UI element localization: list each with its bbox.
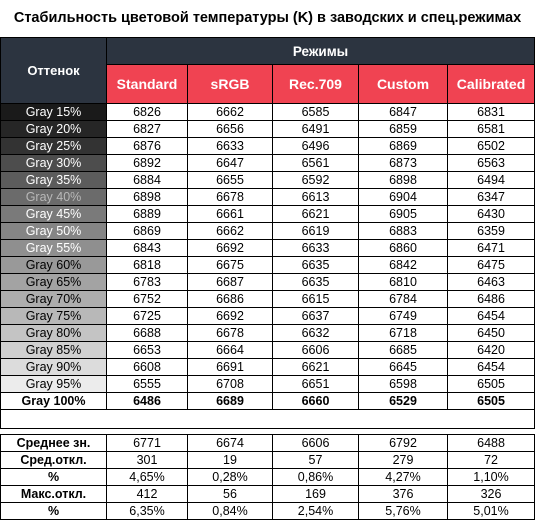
modes-header: Режимы (107, 38, 535, 65)
value-cell: 6660 (273, 393, 359, 410)
gray-level-label: Gray 75% (1, 308, 107, 325)
value-cell: 6637 (273, 308, 359, 325)
mode-header-srgb: sRGB (188, 65, 273, 104)
value-cell: 6655 (188, 172, 273, 189)
gray-level-label: Gray 15% (1, 104, 107, 121)
gray-level-label: Gray 45% (1, 206, 107, 223)
gray-level-label: Gray 95% (1, 376, 107, 393)
stat-value-cell: 57 (273, 452, 359, 469)
value-cell: 6494 (448, 172, 535, 189)
value-cell: 6632 (273, 325, 359, 342)
stat-label: Среднее зн. (1, 435, 107, 452)
value-cell: 6692 (188, 240, 273, 257)
value-cell: 6561 (273, 155, 359, 172)
value-cell: 6619 (273, 223, 359, 240)
value-cell: 6873 (359, 155, 448, 172)
value-cell: 6687 (188, 274, 273, 291)
value-cell: 6826 (107, 104, 188, 121)
value-cell: 6860 (359, 240, 448, 257)
value-cell: 6859 (359, 121, 448, 138)
spacer-row (1, 410, 535, 429)
value-cell: 6831 (448, 104, 535, 121)
value-cell: 6645 (359, 359, 448, 376)
table-row (1, 121, 535, 138)
value-cell: 6784 (359, 291, 448, 308)
value-cell: 6347 (448, 189, 535, 206)
table-row (1, 138, 535, 155)
gray-level-label: Gray 90% (1, 359, 107, 376)
value-cell: 6692 (188, 308, 273, 325)
value-cell: 6505 (448, 376, 535, 393)
value-cell: 6725 (107, 308, 188, 325)
value-cell: 6529 (359, 393, 448, 410)
stat-value-cell: 4,65% (107, 469, 188, 486)
value-cell: 6810 (359, 274, 448, 291)
value-cell: 6691 (188, 359, 273, 376)
stat-value-cell: 326 (448, 486, 535, 503)
value-cell: 6688 (107, 325, 188, 342)
gray-level-label: Gray 50% (1, 223, 107, 240)
value-cell: 6749 (359, 308, 448, 325)
value-cell: 6471 (448, 240, 535, 257)
value-cell: 6430 (448, 206, 535, 223)
stat-value-cell: 376 (359, 486, 448, 503)
table-row (1, 155, 535, 172)
value-cell: 6454 (448, 359, 535, 376)
value-cell: 6585 (273, 104, 359, 121)
stats-row (1, 469, 535, 486)
value-cell: 6661 (188, 206, 273, 223)
stat-value-cell: 0,28% (188, 469, 273, 486)
table-row (1, 291, 535, 308)
stat-value-cell: 6674 (188, 435, 273, 452)
value-cell: 6486 (448, 291, 535, 308)
mode-header-standard: Standard (107, 65, 188, 104)
table-row (1, 376, 535, 393)
value-cell: 6502 (448, 138, 535, 155)
gray-level-label: Gray 55% (1, 240, 107, 257)
stats-row (1, 503, 535, 520)
value-cell: 6581 (448, 121, 535, 138)
value-cell: 6463 (448, 274, 535, 291)
stat-value-cell: 0,84% (188, 503, 273, 520)
value-cell: 6883 (359, 223, 448, 240)
value-cell: 6889 (107, 206, 188, 223)
value-cell: 6843 (107, 240, 188, 257)
table-row (1, 257, 535, 274)
table-row (1, 104, 535, 121)
value-cell: 6486 (107, 393, 188, 410)
stats-row (1, 452, 535, 469)
stats-row (1, 435, 535, 452)
table-row (1, 189, 535, 206)
stat-value-cell: 6606 (273, 435, 359, 452)
value-cell: 6847 (359, 104, 448, 121)
value-cell: 6475 (448, 257, 535, 274)
gray-level-label: Gray 35% (1, 172, 107, 189)
gray-level-label: Gray 25% (1, 138, 107, 155)
value-cell: 6686 (188, 291, 273, 308)
stat-value-cell: 6488 (448, 435, 535, 452)
value-cell: 6621 (273, 359, 359, 376)
stat-value-cell: 19 (188, 452, 273, 469)
stat-value-cell: 6792 (359, 435, 448, 452)
value-cell: 6656 (188, 121, 273, 138)
value-cell: 6662 (188, 223, 273, 240)
value-cell: 6653 (107, 342, 188, 359)
value-cell: 6869 (107, 223, 188, 240)
value-cell: 6635 (273, 274, 359, 291)
stats-row (1, 486, 535, 503)
value-cell: 6613 (273, 189, 359, 206)
stat-label: % (1, 469, 107, 486)
color-temp-table (0, 37, 535, 520)
value-cell: 6606 (273, 342, 359, 359)
value-cell: 6904 (359, 189, 448, 206)
stat-label: Макс.откл. (1, 486, 107, 503)
stat-value-cell: 169 (273, 486, 359, 503)
table-row (1, 308, 535, 325)
stat-value-cell: 5,76% (359, 503, 448, 520)
table-row (1, 359, 535, 376)
value-cell: 6708 (188, 376, 273, 393)
table-row (1, 223, 535, 240)
value-cell: 6842 (359, 257, 448, 274)
table-row (1, 342, 535, 359)
stat-label: % (1, 503, 107, 520)
value-cell: 6678 (188, 189, 273, 206)
value-cell: 6675 (188, 257, 273, 274)
value-cell: 6450 (448, 325, 535, 342)
gray-level-label: Gray 70% (1, 291, 107, 308)
value-cell: 6685 (359, 342, 448, 359)
gray-level-label: Gray 100% (1, 393, 107, 410)
value-cell: 6884 (107, 172, 188, 189)
gray-level-label: Gray 65% (1, 274, 107, 291)
stat-value-cell: 1,10% (448, 469, 535, 486)
stat-value-cell: 301 (107, 452, 188, 469)
value-cell: 6898 (107, 189, 188, 206)
value-cell: 6359 (448, 223, 535, 240)
gray-level-label: Gray 30% (1, 155, 107, 172)
stat-value-cell: 412 (107, 486, 188, 503)
mode-header-custom: Custom (359, 65, 448, 104)
spacer-cell (1, 410, 535, 429)
table-row (1, 240, 535, 257)
value-cell: 6783 (107, 274, 188, 291)
value-cell: 6598 (359, 376, 448, 393)
shade-column-header: Оттенок (1, 38, 107, 104)
value-cell: 6876 (107, 138, 188, 155)
value-cell: 6818 (107, 257, 188, 274)
stat-label: Сред.откл. (1, 452, 107, 469)
value-cell: 6662 (188, 104, 273, 121)
value-cell: 6615 (273, 291, 359, 308)
stat-value-cell: 6771 (107, 435, 188, 452)
stat-value-cell: 0,86% (273, 469, 359, 486)
table-row (1, 393, 535, 410)
stat-value-cell: 2,54% (273, 503, 359, 520)
value-cell: 6752 (107, 291, 188, 308)
stat-value-cell: 56 (188, 486, 273, 503)
value-cell: 6491 (273, 121, 359, 138)
value-cell: 6563 (448, 155, 535, 172)
value-cell: 6420 (448, 342, 535, 359)
value-cell: 6505 (448, 393, 535, 410)
gray-level-label: Gray 85% (1, 342, 107, 359)
table-row (1, 172, 535, 189)
stat-value-cell: 6,35% (107, 503, 188, 520)
gray-level-label: Gray 60% (1, 257, 107, 274)
value-cell: 6633 (188, 138, 273, 155)
value-cell: 6608 (107, 359, 188, 376)
stat-value-cell: 4,27% (359, 469, 448, 486)
page-title: Стабильность цветовой температуры (K) в заводских и спец.режимах (13, 10, 522, 26)
gray-level-label: Gray 40% (1, 189, 107, 206)
table-row (1, 325, 535, 342)
value-cell: 6898 (359, 172, 448, 189)
value-cell: 6689 (188, 393, 273, 410)
gray-rows (1, 104, 535, 410)
value-cell: 6621 (273, 206, 359, 223)
mode-header-rec709: Rec.709 (273, 65, 359, 104)
value-cell: 6496 (273, 138, 359, 155)
value-cell: 6592 (273, 172, 359, 189)
value-cell: 6635 (273, 257, 359, 274)
value-cell: 6718 (359, 325, 448, 342)
stat-value-cell: 279 (359, 452, 448, 469)
value-cell: 6678 (188, 325, 273, 342)
table-row (1, 274, 535, 291)
value-cell: 6454 (448, 308, 535, 325)
gray-level-label: Gray 20% (1, 121, 107, 138)
stats-rows (1, 435, 535, 520)
value-cell: 6633 (273, 240, 359, 257)
value-cell: 6869 (359, 138, 448, 155)
value-cell: 6892 (107, 155, 188, 172)
stat-value-cell: 72 (448, 452, 535, 469)
value-cell: 6651 (273, 376, 359, 393)
stat-value-cell: 5,01% (448, 503, 535, 520)
table-row (1, 206, 535, 223)
gray-level-label: Gray 80% (1, 325, 107, 342)
value-cell: 6664 (188, 342, 273, 359)
value-cell: 6555 (107, 376, 188, 393)
mode-header-calibrated: Calibrated (448, 65, 535, 104)
value-cell: 6647 (188, 155, 273, 172)
value-cell: 6827 (107, 121, 188, 138)
value-cell: 6905 (359, 206, 448, 223)
